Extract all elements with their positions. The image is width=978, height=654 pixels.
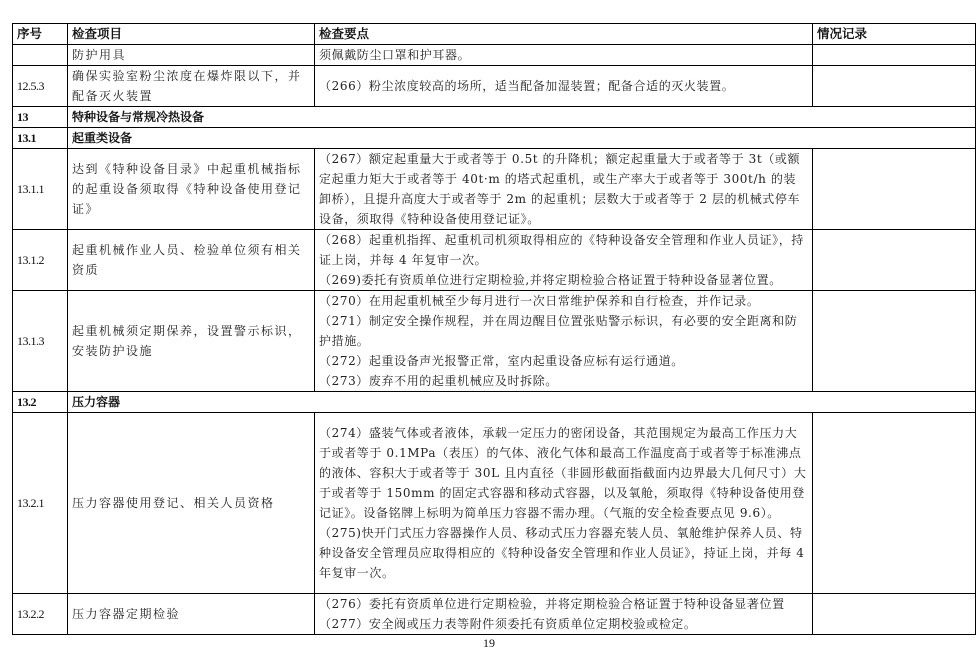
- row-points: [315, 413, 813, 594]
- point-text: （274）盛装气体或者液体，承载一定压力的密闭设备，其范围规定为最高工作压力大于或者等于 0.1MPa（表压）的气体、液化气体和最高工作温度高于或者等于标准沸点的液体、容积大于或者等于 30L 且内直径（非圆形截面指截面内边界最大几何尺寸）大于或者等于 150mm 的固定式容器和移动式容器，以及氧舱，须取得《特种设备使用登记证》。设备铭牌上标明为简单压力容器不需办理。（气瓶的安全检查要点见 9.6）。: [319, 426, 807, 520]
- point-text: 须佩戴防尘口罩和护耳器。: [319, 48, 471, 62]
- section-title: 特种设备与常规冷热设备: [68, 107, 976, 128]
- table-row: [13, 594, 976, 635]
- section-row: [13, 107, 976, 128]
- header-record: 情况记录: [813, 24, 976, 45]
- point-text: （276）委托有资质单位进行定期检验，并将定期检验合格证置于特种设备显著位置: [319, 597, 785, 611]
- section-title: 起重类设备: [68, 128, 976, 149]
- row-points: [315, 291, 813, 392]
- table-row: [13, 45, 976, 66]
- point-text: （267）额定起重量大于或者等于 0.5t 的升降机；额定起重量大于或者等于 3t（或额定起重力矩大于或者等于 40t·m 的塔式起重机，或生产率大于或者等于 300t/h 的装卸桥），且提升高度大于或者等于 2m 的起重机；层数大于或者等于 2 层的机械式停车设备，须取得《特种设备使用登记证》。: [319, 152, 801, 226]
- table-row: [13, 149, 976, 230]
- point-text: （270）在用起重机械至少每月进行一次日常维护保养和自行检查，并作记录。: [319, 294, 760, 308]
- header-item: 检查项目: [68, 24, 315, 45]
- point-text: （275)快开门式压力容器操作人员、移动式压力容器充装人员、氧舱维护保养人员、特种设备安全管理员应取得相应的《特种设备安全管理和作业人员证》，持证上岗，并每 4 年复审一次。: [319, 526, 805, 580]
- point-text: （268）起重机指挥、起重机司机须取得相应的《特种设备安全管理和作业人员证》，持证上岗，并每 4 年复审一次。: [319, 233, 804, 267]
- row-record: [813, 291, 976, 392]
- point-text: （269)委托有资质单位进行定期检验,并将定期检验合格证置于特种设备显著位置。: [319, 273, 782, 287]
- row-record: [813, 413, 976, 594]
- row-number: [13, 45, 68, 66]
- section-title: 压力容器: [68, 392, 976, 413]
- row-record: [813, 594, 976, 635]
- point-text: （266）粉尘浓度较高的场所，适当配备加湿装置；配备合适的灭火装置。: [319, 79, 735, 93]
- row-number: 13.1.3: [13, 291, 68, 392]
- section-row: [13, 392, 976, 413]
- row-item: 达到《特种设备目录》中起重机械指标的起重设备须取得《特种设备使用登记证》: [68, 149, 315, 230]
- row-record: [813, 45, 976, 66]
- row-item: 起重机械作业人员、检验单位须有相关资质: [68, 230, 315, 291]
- point-text: （271）制定安全操作规程，并在周边醒目位置张贴警示标识，有必要的安全距离和防护措施。: [319, 314, 798, 348]
- section-number: 13: [13, 107, 68, 128]
- row-number: 13.1.1: [13, 149, 68, 230]
- row-item: 防护用具: [68, 45, 315, 66]
- point-text: （273）废弃不用的起重机械应及时拆除。: [319, 374, 558, 388]
- row-points: [315, 230, 813, 291]
- row-points: [315, 66, 813, 107]
- header-points: 检查要点: [315, 24, 813, 45]
- table-row: [13, 291, 976, 392]
- row-points: [315, 594, 813, 635]
- table-row: [13, 413, 976, 594]
- point-text: （272）起重设备声光报警正常，室内起重设备应标有运行通道。: [319, 354, 684, 368]
- page-number: 19: [483, 636, 495, 650]
- row-number: 13.1.2: [13, 230, 68, 291]
- row-number: 13.2.2: [13, 594, 68, 635]
- section-number: 13.1: [13, 128, 68, 149]
- row-item: 压力容器使用登记、相关人员资格: [68, 413, 315, 594]
- inspection-table: [12, 23, 976, 635]
- row-record: [813, 149, 976, 230]
- row-points: [315, 149, 813, 230]
- row-record: [813, 230, 976, 291]
- row-item: 起重机械须定期保养，设置警示标识，安装防护设施: [68, 291, 315, 392]
- section-number: 13.2: [13, 392, 68, 413]
- header-seq: 序号: [13, 24, 68, 45]
- row-item: 压力容器定期检验: [68, 594, 315, 635]
- section-row: [13, 128, 976, 149]
- table-header-row: [13, 24, 976, 45]
- point-text: （277）安全阀或压力表等附件须委托有资质单位定期校验或检定。: [319, 617, 697, 631]
- row-points: [315, 45, 813, 66]
- table-row: [13, 230, 976, 291]
- row-record: [813, 66, 976, 107]
- row-item: 确保实验室粉尘浓度在爆炸限以下，并配备灭火装置: [68, 66, 315, 107]
- row-number: 13.2.1: [13, 413, 68, 594]
- row-number: 12.5.3: [13, 66, 68, 107]
- table-row: [13, 66, 976, 107]
